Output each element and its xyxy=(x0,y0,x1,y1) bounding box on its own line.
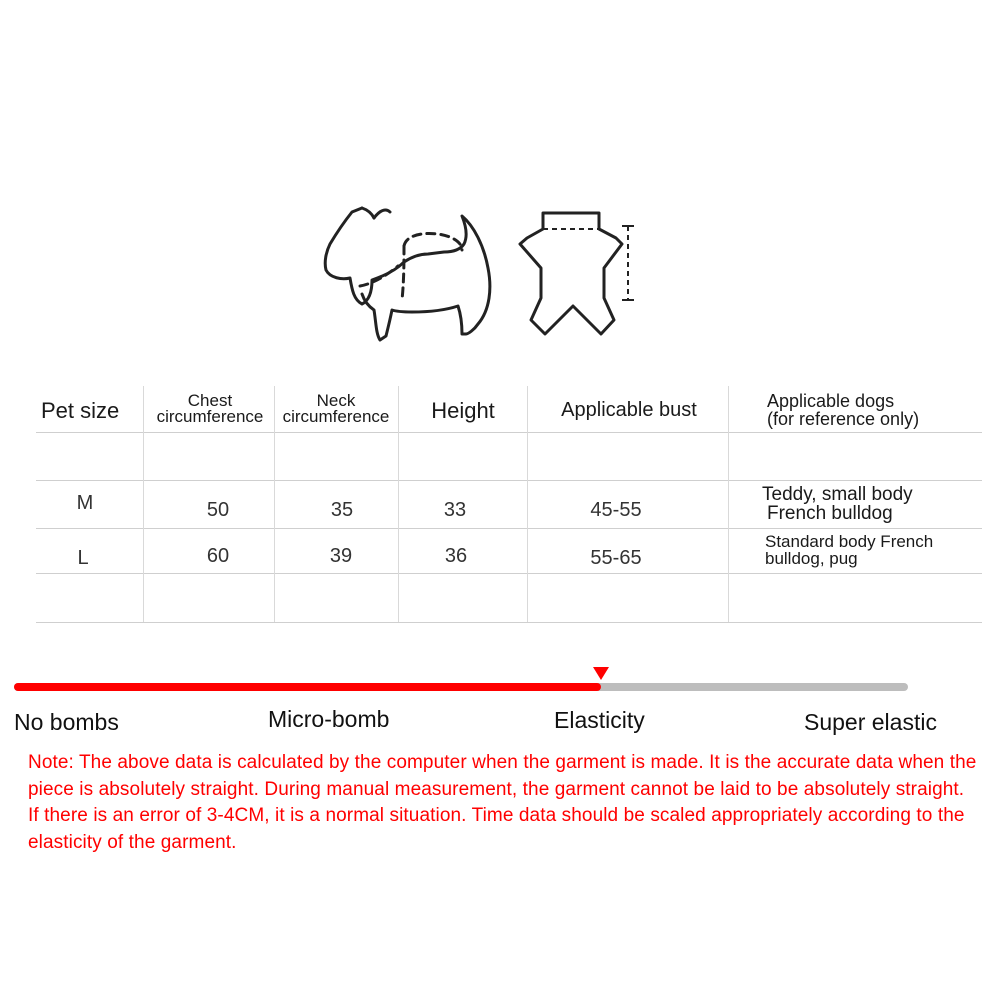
measurement-note: Note: The above data is calculated by the computer when the garment is made. It is the accurate data when the piece is absolutely straight. During manual measurement, the garment cannot be laid to be absolutely straight. If there is an error of 3-4CM, it is a normal situation. Time data should be scaled appropriately according to the elasticity of the garment. xyxy=(28,752,977,853)
dogs-line: French bulldog xyxy=(767,503,893,524)
row-l-dogs xyxy=(765,533,933,567)
row-l-neck: 39 xyxy=(329,545,353,567)
dogs-line: Teddy, small body xyxy=(762,484,913,505)
row-m-bust: 45-55 xyxy=(590,499,642,521)
scale-label-elasticity: Elasticity xyxy=(554,707,645,733)
table-divider xyxy=(728,386,729,622)
header-neck-circumference xyxy=(276,393,396,425)
elasticity-level-fill xyxy=(14,683,601,691)
header-height: Height xyxy=(431,398,495,423)
table-rule xyxy=(36,528,982,529)
header-line: (for reference only) xyxy=(767,409,920,429)
header-line: Applicable dogs xyxy=(767,391,895,411)
row-m-neck: 35 xyxy=(330,499,354,521)
row-m-chest: 50 xyxy=(206,499,230,521)
header-pet-size: Pet size xyxy=(41,398,120,423)
table-rule xyxy=(36,573,982,574)
row-l-chest: 60 xyxy=(206,545,230,567)
table-divider xyxy=(143,386,144,622)
header-line: circumference xyxy=(282,407,390,426)
header-line: circumference xyxy=(156,407,264,426)
elasticity-marker-icon xyxy=(593,667,609,680)
elasticity-scale xyxy=(14,683,908,691)
header-chest-circumference xyxy=(146,393,274,425)
header-applicable-dogs xyxy=(767,392,919,428)
scale-label-super-elastic: Super elastic xyxy=(804,709,937,735)
header-applicable-bust: Applicable bust xyxy=(561,399,697,421)
dogs-line: bulldog, pug xyxy=(765,549,858,568)
row-m-size: M xyxy=(76,492,94,514)
table-rule xyxy=(36,622,982,623)
row-l-bust: 55-65 xyxy=(590,547,642,569)
row-m-dogs xyxy=(762,485,913,523)
row-l-size: L xyxy=(77,547,89,569)
header-line: Chest xyxy=(187,391,233,410)
scale-label-micro-bomb: Micro-bomb xyxy=(268,706,390,732)
scale-label-no-bombs: No bombs xyxy=(14,709,119,735)
header-line: Neck xyxy=(316,391,356,410)
row-l-height: 36 xyxy=(444,545,468,567)
table-rule xyxy=(36,432,982,433)
dogs-line: Standard body French xyxy=(765,532,934,551)
table-rule xyxy=(36,480,982,481)
row-m-height: 33 xyxy=(443,499,467,521)
table-divider xyxy=(527,386,528,622)
